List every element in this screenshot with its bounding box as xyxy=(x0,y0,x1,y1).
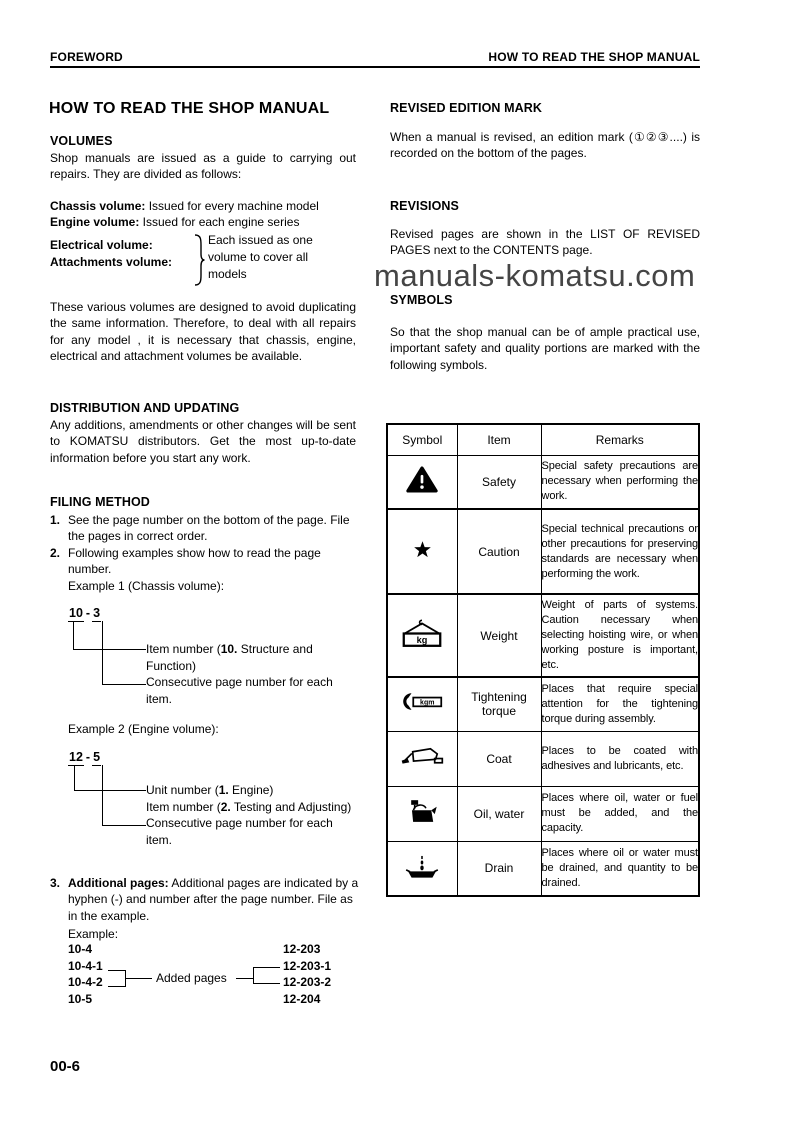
col-header-remarks: Remarks xyxy=(541,424,699,455)
connector-line xyxy=(102,765,103,825)
remarks-cell: Places that require special attention for the tightening torque during assembly. xyxy=(541,677,699,731)
svg-text:kg: kg xyxy=(416,634,428,645)
unit-item-digits: 12 xyxy=(69,750,83,764)
page-number: 12-203-2 xyxy=(283,975,332,989)
table-row xyxy=(387,677,699,731)
col-header-symbol: Symbol xyxy=(387,424,457,455)
connector-line xyxy=(253,967,280,968)
hyphen: - xyxy=(85,606,91,620)
page-title: HOW TO READ THE SHOP MANUAL xyxy=(49,100,330,117)
watermark: manuals-komatsu.com xyxy=(374,258,696,293)
page-number: 12-204 xyxy=(283,991,321,1006)
callout-consecutive-page: Consecutive page number for each item. xyxy=(146,675,333,706)
revisions-heading: REVISIONS xyxy=(390,199,459,213)
volumes-heading: VOLUMES xyxy=(50,134,113,148)
page-number: 10-4-2 xyxy=(68,975,103,989)
connector-line xyxy=(125,978,152,979)
header-section-label: FOREWORD xyxy=(50,50,123,64)
list-number: 2. xyxy=(50,546,61,560)
example2-diagram xyxy=(50,748,356,863)
table-row xyxy=(387,509,699,594)
list-text: See the page number on the bottom of the page. File the pages in correct order. xyxy=(68,513,350,544)
hyphen: - xyxy=(85,750,91,764)
symbols-heading: SYMBOLS xyxy=(390,293,453,307)
bracket-note: Each issued as one volume to cover all models xyxy=(208,233,313,281)
col-header-item: Item xyxy=(457,424,541,455)
page-number-sample xyxy=(68,604,101,622)
electrical-volume-label: Electrical volume: xyxy=(50,238,153,252)
connector-line xyxy=(73,649,146,650)
torque-wrench-icon xyxy=(387,677,457,731)
revised-edition-body: When a manual is revised, an edition mark (①②③....) is recorded on the bottom of the pages. xyxy=(390,130,700,161)
item-number-digits: 10 xyxy=(69,606,83,620)
added-pages-left-column xyxy=(68,941,103,1007)
table-row xyxy=(387,731,699,786)
drain-pan-icon xyxy=(387,841,457,896)
volumes-intro: Shop manuals are issued as a guide to carrying out repairs. They are divided as follows: xyxy=(50,151,356,182)
remarks-cell: Special technical precautions or other precautions for preserving standards are necessary when performing the work. xyxy=(541,509,699,594)
distribution-heading: DISTRIBUTION AND UPDATING xyxy=(50,401,240,415)
connector-line xyxy=(236,978,253,979)
example1-callouts xyxy=(146,641,362,707)
header-rule xyxy=(50,66,700,68)
page-number: 10-4-1 xyxy=(68,958,103,973)
connector-line xyxy=(102,621,103,685)
brace-icon xyxy=(192,234,206,286)
remarks-cell: Places where oil, water or fuel must be added, and the capacity. xyxy=(541,786,699,841)
page-number: 10-5 xyxy=(68,991,93,1006)
example1-label: Example 1 (Chassis volume): xyxy=(68,579,225,593)
list-text: Following examples show how to read the page number. xyxy=(68,546,321,577)
header-chapter-label: HOW TO READ THE SHOP MANUAL xyxy=(488,50,700,64)
item-cell: Weight xyxy=(457,594,541,677)
example2-callouts xyxy=(146,782,362,848)
list-number: 3. xyxy=(50,876,61,890)
table-row xyxy=(387,841,699,896)
table-row xyxy=(387,594,699,677)
star-icon xyxy=(387,509,457,594)
engine-volume-line: Engine volume: Issued for each engine series xyxy=(50,215,300,229)
connector-line xyxy=(108,986,125,987)
list-text: Additional pages: Additional pages are indicated by a hyphen (-) and number after the page number. File as in the example. xyxy=(68,876,359,923)
filing-heading: FILING METHOD xyxy=(50,495,150,509)
connector-line xyxy=(253,983,280,984)
callout-consecutive-page: Consecutive page number for each item. xyxy=(146,816,333,847)
callout-unit-number: Unit number (1. Engine) xyxy=(146,783,274,797)
added-pages-right-column xyxy=(283,941,331,1007)
page-number: 12-203 xyxy=(283,942,321,956)
revised-edition-heading: REVISED EDITION MARK xyxy=(390,101,543,115)
electrical-attachments-group xyxy=(50,234,356,290)
connector-line xyxy=(74,765,75,790)
revisions-body: Revised pages are shown in the LIST OF REVISED PAGES next to the CONTENTS page. xyxy=(390,227,700,258)
page-number: 10-4 xyxy=(68,942,93,956)
item-cell: Tightening torque xyxy=(457,677,541,731)
item-cell: Safety xyxy=(457,455,541,509)
callout-item-number: Item number (2. Testing and Adjusting) xyxy=(146,799,352,814)
symbols-body: So that the shop manual can be of ample practical use, important safety and quality portions are marked with the following symbols. xyxy=(390,325,700,372)
example2-label: Example 2 (Engine volume): xyxy=(68,722,219,736)
distribution-body: Any additions, amendments or other changes will be sent to KOMATSU distributors. Get the most up-to-date information before you start any work. xyxy=(50,418,356,465)
item-cell: Oil, water xyxy=(457,786,541,841)
connector-line xyxy=(73,621,74,650)
connector-line xyxy=(102,684,146,685)
svg-text:kgm: kgm xyxy=(420,699,435,707)
bracket-line xyxy=(253,967,254,984)
weight-sling-icon xyxy=(387,594,457,677)
added-pages-diagram xyxy=(50,941,356,1011)
table-header-row xyxy=(387,424,699,455)
remarks-cell: Weight of parts of systems. Caution necessary when selecting hoisting wire, or when working posture is important, etc. xyxy=(541,594,699,677)
page-number-digits: 3 xyxy=(93,606,101,620)
page-number-digits: 5 xyxy=(93,750,101,764)
item-cell: Coat xyxy=(457,731,541,786)
coat-gun-icon xyxy=(387,731,457,786)
page-number-sample xyxy=(68,748,101,766)
connector-line xyxy=(74,790,146,791)
volumes-summary: These various volumes are designed to avoid duplicating the same information. Therefore, to deal with all repairs for any model , it is necessary that chassis, engine, electrical and attachment volumes be available. xyxy=(50,300,356,364)
item-cell: Caution xyxy=(457,509,541,594)
table-row xyxy=(387,455,699,509)
remarks-cell: Places to be coated with adhesives and lubricants, etc. xyxy=(541,731,699,786)
connector-line xyxy=(108,970,125,971)
table-row xyxy=(387,786,699,841)
footer-page-number: 00-6 xyxy=(50,1058,81,1075)
callout-item-number: Item number (10. Structure and Function) xyxy=(146,642,313,673)
remarks-cell: Places where oil or water must be drained, and quantity to be drained. xyxy=(541,841,699,896)
safety-triangle-icon xyxy=(387,455,457,509)
oil-can-icon xyxy=(387,786,457,841)
added-pages-label: Added pages xyxy=(156,971,227,985)
example1-diagram xyxy=(50,604,356,709)
page-number: 12-203-1 xyxy=(283,958,332,973)
item-cell: Drain xyxy=(457,841,541,896)
chassis-volume-line: Chassis volume: Issued for every machine model xyxy=(50,199,319,213)
connector-line xyxy=(102,825,146,826)
example-word: Example: xyxy=(68,927,119,941)
remarks-cell: Special safety precautions are necessary when performing the work. xyxy=(541,455,699,509)
attachments-volume-label: Attachments volume: xyxy=(50,255,173,269)
symbols-table xyxy=(386,423,700,897)
list-number: 1. xyxy=(50,513,61,527)
